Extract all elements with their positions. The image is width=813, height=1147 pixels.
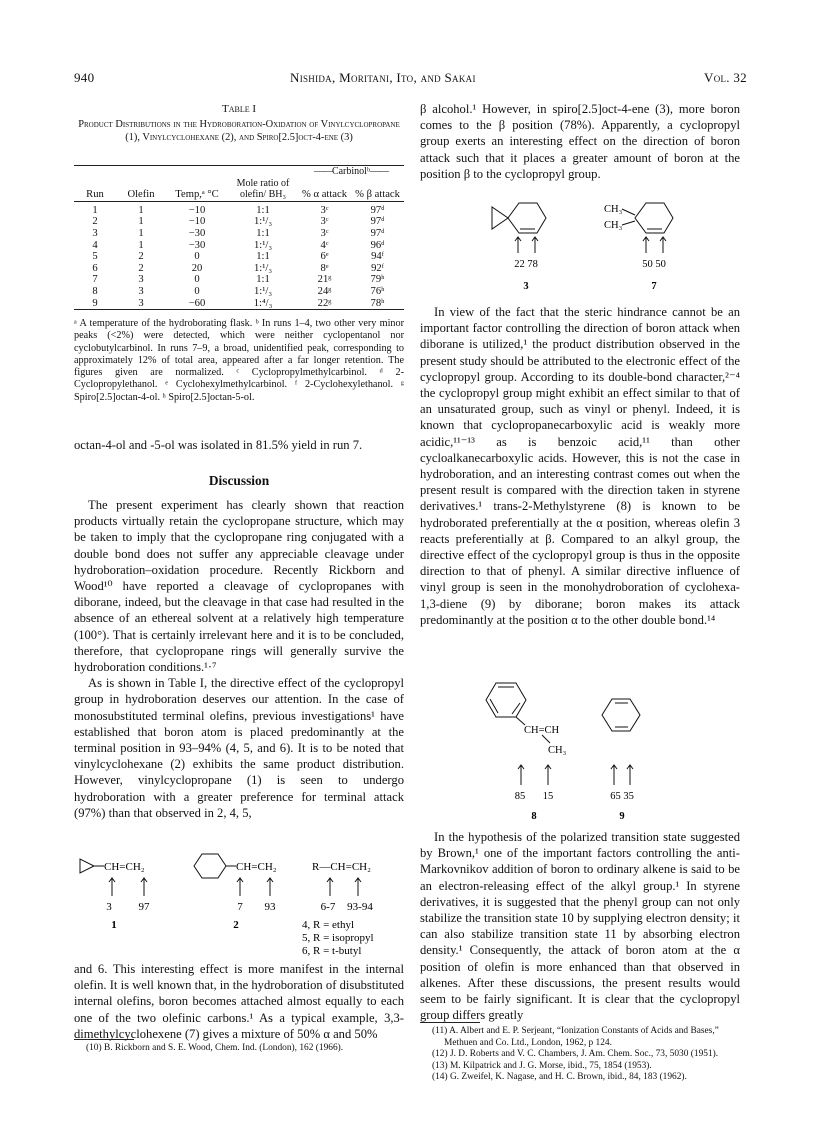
continuation-text: octan-4-ol and -5-ol was isolated in 81.5% yield in run 7. xyxy=(74,438,363,452)
table-cell: −30 xyxy=(188,239,206,251)
paragraph: and 6. This interesting effect is more manifest in the internal olefin. It is well known that, in the hydroboration of disubstituted internal olefins, boron becomes attached almost equally to each one of the two olefinic carbons.¹ As a typical example, 3,3-dimethylcyclohexene (7) gives a mixture of 50% α and 50% xyxy=(74,962,404,1041)
paragraph: β alcohol.¹ However, in spiro[2.5]oct-4-ene (3), more boron comes to the β position (78%). Apparently, a cyclopropyl group exerts an interesting effect on the direction of boron attack such that it places a greater amount of boron at the position β to the cyclopropyl group. xyxy=(420,102,740,181)
table-row xyxy=(74,274,404,286)
table-cell: 6ᵉ xyxy=(320,251,329,263)
table-cell: 97ᵈ xyxy=(370,204,385,216)
col-header-alpha: % α attack xyxy=(302,189,348,201)
table-label: Table I xyxy=(221,103,257,115)
table-row xyxy=(74,240,404,252)
table-cell: 0 xyxy=(194,285,200,297)
table-cell: 76ʰ xyxy=(370,285,385,297)
product-distribution-table: ——Carbinolᵇ—— Run Olefin Temp,ᵃ °C Mole ratio of olefin/ BH₃ % α attack % β attack 1 1 −10 1:1 3ᶜ 97ᵈ 2 1 −10 1:¹/₃ 3ᶜ 97ᵈ 3 1 −30 1:1 3ᶜ 97ᵈ 4 1 −30 1:¹/₃ 4ᶜ 96ᵈ 5 2 0 1:1 6ᵉ 94ᶠ 6 2 20 1:¹/₃ 8ᵉ 92ᶠ 7 3 0 1:1 21ᵍ 79ʰ 8 3 0 1:¹/₃ 24ᵍ 76ʰ 9 3 −60 1:⁴/₃ 22ᵍ 78ʰ xyxy=(74,165,404,310)
table-cell: 8 xyxy=(92,285,98,297)
table-cell: −10 xyxy=(188,216,206,228)
compound-label-3: 3 xyxy=(523,281,529,292)
table-cell: 1 xyxy=(138,204,144,216)
value-2-beta: 93 xyxy=(264,901,276,913)
table-cell: 79ʰ xyxy=(370,274,385,286)
table-caption: Product Distributions in the Hydroboration-Oxidation of Vinylcyclopropane (1), Vinylcyclohexane (2), and Spiro[2.5]oct-4-ene (3) xyxy=(78,119,400,143)
footnote-rule xyxy=(74,1039,134,1040)
table-cell: −30 xyxy=(188,227,206,239)
spiro-cyclopropane xyxy=(492,207,508,229)
table-cell: 24ᵍ xyxy=(317,285,332,297)
carbinol-group-header: Carbinolᵇ xyxy=(331,166,371,177)
table-row xyxy=(74,228,404,240)
table-cell: 1:1 xyxy=(256,251,270,263)
table-cell: 1:⁴/₃ xyxy=(253,297,273,309)
page-number: 940 xyxy=(74,70,95,85)
table-cell: 94ᶠ xyxy=(371,251,384,263)
value-2-alpha: 7 xyxy=(237,901,243,913)
spiro-scheme xyxy=(420,195,740,295)
table-cell: 7 xyxy=(92,274,98,286)
paragraph: In the hypothesis of the polarized transition state suggested by Brown,¹ one of the important factors controlling the anti-Markovnikov addition of boron to ordinary alkene is said to be an electron-releasing effect of the alkyl group.¹ In styrene derivatives, it is suggested that the phenyl group can not only stabilize the transition state 10 by supplying electron density; it can also stabilize transition state 11 by absorbing electron density.¹ Consequently, the attack of boron atom at the α position of olefin is more enhanced than that observed in alkenes. After these discussions, the present results would seem to be fairly significant. It is clear that the cyclopropyl group differs greatly xyxy=(420,830,740,1023)
table-cell: 3 xyxy=(138,285,144,297)
table-cell: 1:1 xyxy=(256,227,270,239)
table-cell: 1:¹/₃ xyxy=(253,216,273,228)
ch3-label: CH₃ xyxy=(548,745,567,756)
value-1-beta: 97 xyxy=(138,901,150,913)
table-cell: 22ᵍ xyxy=(317,297,332,309)
formula-r: R—CH=CH₂ xyxy=(312,861,371,873)
table-cell: 0 xyxy=(194,251,200,263)
table-cell: 3 xyxy=(138,274,144,286)
r-definition-4: 4, R = ethyl xyxy=(302,919,355,931)
r-definition-6: 6, R = t-butyl xyxy=(302,945,362,957)
right-body-1 xyxy=(420,304,740,628)
table-cell: 1:¹/₃ xyxy=(253,285,273,297)
ch3-label: CH₃ xyxy=(604,204,623,215)
col-header-run: Run xyxy=(86,189,104,201)
table-cell: 3 xyxy=(92,227,98,239)
table-cell: 2 xyxy=(138,262,144,274)
left-continuation xyxy=(74,437,404,453)
value-8-alpha: 85 xyxy=(514,791,526,802)
values-9: 65 35 xyxy=(610,791,634,802)
values-7: 50 50 xyxy=(642,259,666,270)
footnote-rule xyxy=(420,1022,480,1023)
value-8-beta: 15 xyxy=(542,791,554,802)
table-cell: 2 xyxy=(138,251,144,263)
cyclohexadiene-ring xyxy=(602,699,640,731)
attack-arrows xyxy=(109,878,361,896)
table-cell: 3ᶜ xyxy=(320,204,329,216)
table-cell: 1:1 xyxy=(256,204,270,216)
cyclohexane-ring xyxy=(194,854,226,878)
paragraph: In view of the fact that the steric hindrance cannot be an important factor controlling the direction of boron attack when diborane is utilized,¹ the product distribution observed in the present study should be attributed to the electronic effect of the cyclopropyl group. According to its double-bond character,²⁻⁴ the cyclopropyl group might exhibit an effect similar to that of an unsaturated group, such as vinyl or phenyl. Indeed, it is known that cyclopropanecarboxylic acid is weakly more acidic,¹¹⁻¹³ as is benzoic acid,¹¹ than other cycloalkanecarboxylic acids. However, this is not the case in hydroboration, and an interesting contrast comes out when the present result is compared with the direction taken in styrene derivatives.¹ trans-2-Methylstyrene (8) is known to be hydroborated preferentially at the α position, whereas olefin 3 reacts preferentially at β. Compared to an alkyl group, the directive effect of the cyclopropyl group is thus in the opposite direction to that of phenyl. A similar directive influence of vinyl group is seen in the monohydroboration of cyclohexa-1,3-diene (9) by diborane; boron makes its attack predominantly at the position α to the other double bond.¹⁴ xyxy=(420,305,740,627)
cyclopropane-ring xyxy=(80,859,94,873)
running-title: Nishida, Moritani, Ito, and Sakai xyxy=(290,70,476,85)
table-row xyxy=(74,251,404,263)
table-cell: 1:1 xyxy=(256,274,270,286)
table-cell: 21ᵍ xyxy=(317,274,332,286)
table-cell: 5 xyxy=(92,251,98,263)
table-cell: 97ᵈ xyxy=(370,227,385,239)
volume-label: Vol. 32 xyxy=(704,70,747,85)
col-header-beta: % β attack xyxy=(355,189,400,201)
left-tail xyxy=(74,961,404,1042)
col-header-mole-ratio: Mole ratio of olefin/ BH₃ xyxy=(236,177,290,201)
table-footnote: ᵃ A temperature of the hydroborating flask. ᵇ In runs 1–4, two other very minor peaks (<2%) were detected, which were neither cyclopentanol nor cyclobutylcarbinol. In runs 7–9, a broad, unidentified peak, corresponding to approximately 12% of total area, appeared after a far longer retention. The figures given are normalized. ᶜ Cyclopropylmethylcarbinol. ᵈ 2-Cyclopropylethanol. ᵉ Cyclohexylmethylcarbinol. ᶠ 2-Cyclohexylethanol. ᵍ Spiro[2.5]octan-4-ol. ʰ Spiro[2.5]octan-5-ol. xyxy=(74,318,404,403)
col-header-olefin: Olefin xyxy=(127,189,155,201)
reference-text: (10) B. Rickborn and S. E. Wood, Chem. Ind. (London), 162 (1966). xyxy=(86,1043,344,1053)
table-cell: 1:¹/₃ xyxy=(253,239,273,251)
value-r-alpha: 6-7 xyxy=(320,901,336,913)
table-cell: 1:¹/₃ xyxy=(253,262,273,274)
table-cell: −60 xyxy=(188,297,206,309)
ch3-label: CH₃ xyxy=(604,220,623,231)
vinyl-formula: CH=CH xyxy=(524,725,560,736)
table-cell: 96ᵈ xyxy=(370,239,385,251)
styrene-scheme xyxy=(420,673,740,822)
table-cell: 1 xyxy=(138,216,144,228)
compound-label-1: 1 xyxy=(111,919,117,931)
reference-14: (14) G. Zweifel, K. Nagase, and H. C. Brown, ibid., 84, 183 (1962). xyxy=(432,1072,687,1083)
table-cell: 9 xyxy=(92,297,98,309)
table-cell: 20 xyxy=(191,262,203,274)
references-list xyxy=(432,1026,740,1084)
table-cell: 3 xyxy=(138,297,144,309)
formula-2: CH=CH₂ xyxy=(236,861,277,873)
table-row xyxy=(74,263,404,275)
paragraph: The present experiment has clearly shown that reaction products virtually retain the cyclopropane structure, which may be taken to imply that the cyclopropane ring conjugated with a double bond does not suffer any appreciable cleavage under hydroboration–oxidation procedure. Recently Rickborn and Wood¹⁰ have reported a cleavage of cyclopropanes with diborane, indeed, but the cleavage in that case had resulted in the absence of an ethereal solvent at a relatively high temperature (100°). That is certainly irrelevant here and it is to be concluded, therefore, that cyclopropane rings will generally survive the hydroboration conditions.¹·⁷ xyxy=(74,498,404,675)
paragraph: As is shown in Table I, the directive effect of the cyclopropyl group in hydroboration deserves our attention. In the case of monosubstituted terminal olefins, previous investigations¹ have established that boron atom is placed predominantly at the terminal position in 93–94% (4, 5, and 6). It is to be noted that vinylcyclohexane (2) exhibits the same product distribution. However, vinylcyclopropane (1) is seen to undergo hydroboration with a greater preference for terminal attack (97%) than that observed in 2, 4, 5, xyxy=(74,676,404,820)
reference-12: (12) J. D. Roberts and V. C. Chambers, J. Am. Chem. Soc., 73, 5030 (1951). xyxy=(432,1049,719,1060)
reference-13: (13) M. Kilpatrick and J. G. Morse, ibid., 75, 1854 (1953). xyxy=(432,1060,652,1071)
table-row xyxy=(74,298,404,310)
discussion-paragraphs xyxy=(74,497,404,821)
table-cell: 6 xyxy=(92,262,98,274)
right-body-2 xyxy=(420,829,740,1023)
olefin-scheme xyxy=(74,848,404,958)
table-cell: 8ᵉ xyxy=(320,262,329,274)
reference-10 xyxy=(86,1043,404,1055)
right-intro xyxy=(420,101,740,182)
value-1-alpha: 3 xyxy=(106,901,112,913)
compound-label-9: 9 xyxy=(619,811,625,822)
table-cell: 4ᶜ xyxy=(320,239,329,251)
compound-label-2: 2 xyxy=(233,919,239,931)
table-cell: 1 xyxy=(92,204,98,216)
table-cell: 78ʰ xyxy=(370,297,385,309)
formula-1: CH=CH₂ xyxy=(104,861,145,873)
benzene-ring xyxy=(486,683,526,717)
table-row xyxy=(74,286,404,298)
table-cell: 3ᶜ xyxy=(320,227,329,239)
values-3: 22 78 xyxy=(514,259,538,270)
table-cell: 92ᶠ xyxy=(371,262,384,274)
value-r-beta: 93-94 xyxy=(347,901,373,913)
reference-11: (11) A. Albert and E. P. Serjeant, “Ionization Constants of Acids and Bases,” Methuen and Co. Ltd., London, 1962, p 124. xyxy=(432,1026,719,1048)
table-cell: 3ᶜ xyxy=(320,216,329,228)
table-cell: 1 xyxy=(138,227,144,239)
table-cell: 0 xyxy=(194,274,200,286)
table-row xyxy=(74,201,404,216)
r-definition-5: 5, R = isopropyl xyxy=(302,932,374,944)
col-header-temp: Temp,ᵃ °C xyxy=(175,189,219,201)
table-row xyxy=(74,216,404,228)
table-cell: 2 xyxy=(92,216,98,228)
table-cell: 97ᵈ xyxy=(370,216,385,228)
table-cell: −10 xyxy=(188,204,206,216)
compound-label-7: 7 xyxy=(651,281,657,292)
compound-label-8: 8 xyxy=(531,811,537,822)
table-cell: 1 xyxy=(138,239,144,251)
table-cell: 4 xyxy=(92,239,98,251)
section-heading: Discussion xyxy=(208,473,270,488)
